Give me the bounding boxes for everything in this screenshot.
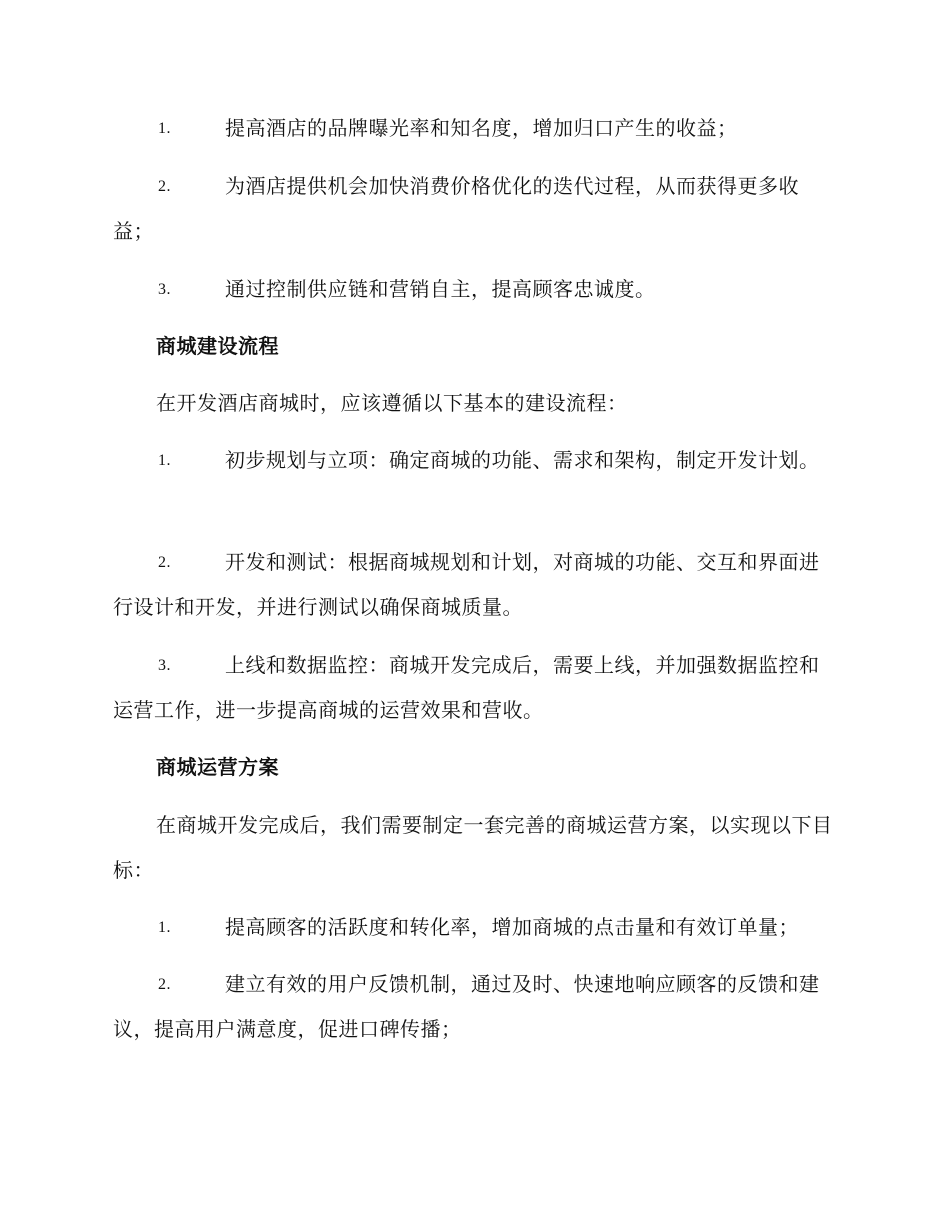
list-item [113,267,833,312]
list-number: 1. [158,120,171,137]
list-number: 3. [158,281,171,298]
paragraph-text: 在商城开发完成后，我们需要制定一套完善的商城运营方案，以实现以下目标： [113,813,833,882]
list-item-text: 为酒店提供机会加快消费价格优化的迭代过程，从而获得更多收益； [113,174,799,243]
list-item-text: 开发和测试：根据商城规划和计划，对商城的功能、交互和界面进行设计和开发，并进行测试以确保商城质量。 [113,550,820,619]
paragraph [113,803,833,893]
paragraph [113,381,833,426]
list-item-text: 提高酒店的品牌曝光率和知名度，增加归口产生的收益； [225,116,738,140]
list-item-text: 初步规划与立项：确定商城的功能、需求和架构，制定开发计划。 [225,448,820,472]
paragraph-text: 在开发酒店商城时，应该遵循以下基本的建设流程： [156,391,628,415]
list-item-text: 建立有效的用户反馈机制，通过及时、快速地响应顾客的反馈和建议，提高用户满意度，促进口碑传播； [113,972,820,1041]
list-item [113,540,833,630]
list-number: 1. [158,452,171,469]
list-item [113,106,833,151]
list-item [113,164,833,254]
list-item [113,962,833,1052]
section-heading: 商城建设流程 [156,334,279,358]
list-item-text: 通过控制供应链和营销自主，提高顾客忠诚度。 [225,277,656,301]
list-item-text: 提高顾客的活跃度和转化率，增加商城的点击量和有效订单量； [225,915,799,939]
section-heading: 商城运营方案 [156,755,279,779]
list-number: 2. [158,976,171,993]
list-number: 3. [158,657,171,674]
list-number: 2. [158,178,171,195]
list-item [113,643,833,733]
list-item [113,905,833,950]
list-item-text: 上线和数据监控：商城开发完成后，需要上线，并加强数据监控和运营工作，进一步提高商城的运营效果和营收。 [113,653,820,722]
list-item [113,438,833,483]
list-number: 2. [158,554,171,571]
list-number: 1. [158,919,171,936]
